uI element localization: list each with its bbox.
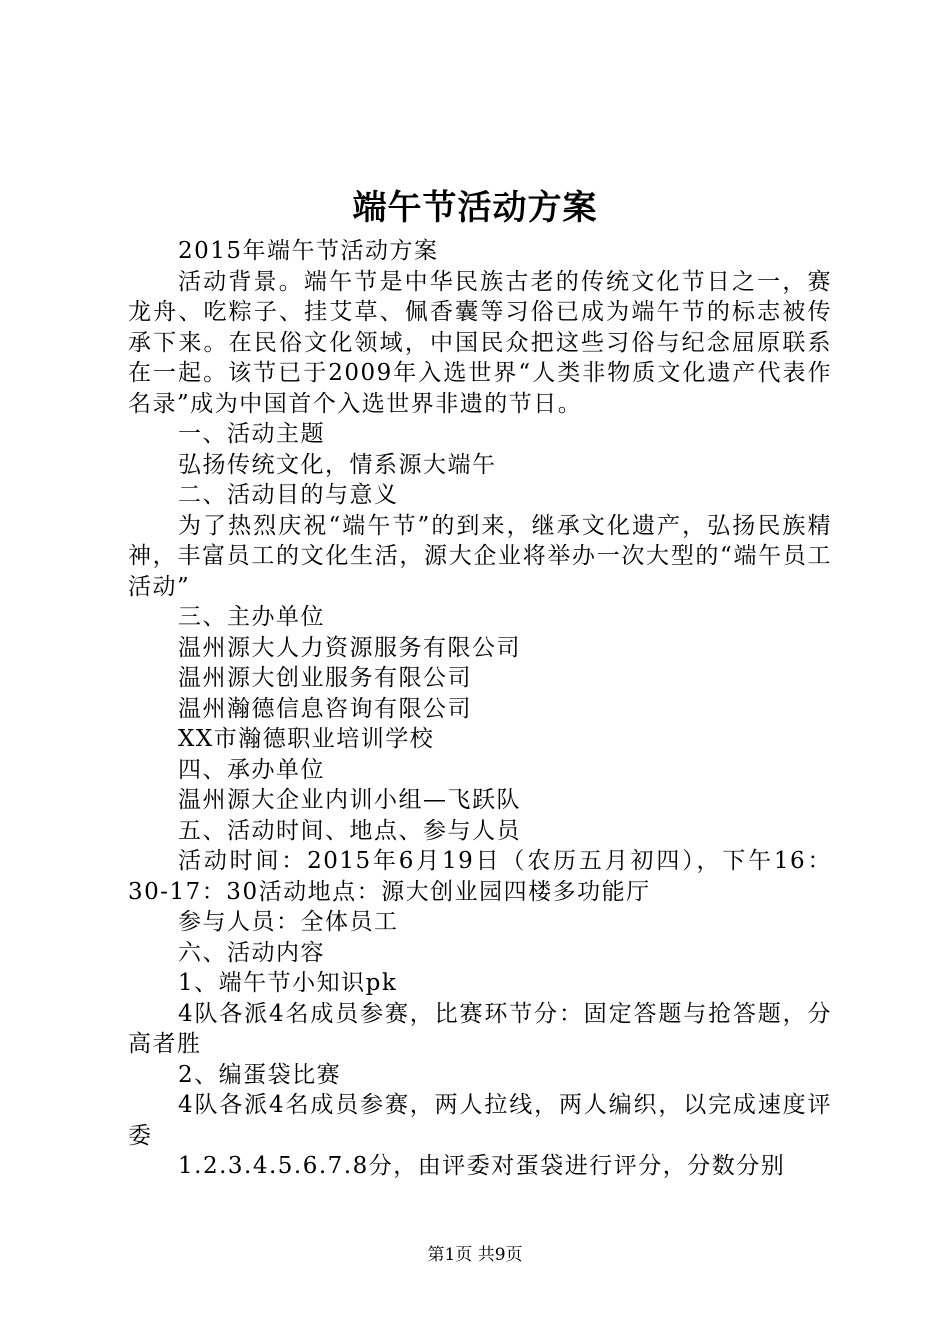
paragraph: 温州源大创业服务有限公司 — [178, 665, 472, 691]
paragraph: 三、主办单位 — [178, 604, 325, 630]
paragraph: 4队各派4名成员参赛，比赛环节分：固定答题与抢答题，分高者胜 — [128, 1000, 832, 1057]
page-footer: 第1页 共9页 — [427, 1245, 523, 1265]
paragraph: 四、承办单位 — [178, 756, 325, 783]
paragraph: 温州源大企业内训小组—飞跃队 — [178, 787, 521, 813]
paragraph: 温州瀚德信息咨询有限公司 — [178, 695, 472, 722]
paragraph: 1、端午节小知识pk — [178, 970, 398, 996]
paragraph: 二、活动目的与意义 — [178, 482, 399, 508]
paragraph: 温州源大人力资源服务有限公司 — [178, 634, 521, 661]
paragraph: 参与人员：全体员工 — [178, 909, 399, 935]
paragraph: 活动背景。端午节是中华民族古老的传统文化节日之一，赛龙舟、吃粽子、挂艾草、佩香囊等习俗已成为端午节的标志被传承下来。在民俗文化领域，中国民众把这些习俗与纪念屈原联系在一起。该节已于2009年入选世界“人类非物质文化遗产代表作名录”成为中国首个入选世界非遗的节日。 — [128, 268, 832, 417]
paragraph: XX市瀚德职业培训学校 — [178, 726, 435, 752]
document-body — [128, 236, 832, 1182]
paragraph: 2、编蛋袋比赛 — [178, 1061, 342, 1088]
paragraph: 1.2.3.4.5.6.7.8分，由评委对蛋袋进行评分，分数分别 — [178, 1153, 786, 1179]
paragraph: 弘扬传统文化，情系源大端午 — [178, 451, 497, 478]
document-title: 端午节活动方案 — [352, 188, 598, 228]
paragraph: 为了热烈庆祝“端午节”的到来，继承文化遗产，弘扬民族精神，丰富员工的文化生活，源大企业将举办一次大型的“端午员工活动” — [128, 512, 832, 600]
paragraph: 六、活动内容 — [178, 939, 325, 966]
paragraph: 活动时间：2015年6月19日（农历五月初四），下午16：30-17：30活动地点：源大创业园四楼多功能厅 — [128, 848, 832, 905]
paragraph: 4队各派4名成员参赛，两人拉线，两人编织，以完成速度评委 — [128, 1092, 832, 1149]
paragraph: 一、活动主题 — [178, 421, 325, 447]
paragraph: 2015年端午节活动方案 — [178, 238, 439, 264]
paragraph: 五、活动时间、地点、参与人员 — [178, 817, 521, 844]
